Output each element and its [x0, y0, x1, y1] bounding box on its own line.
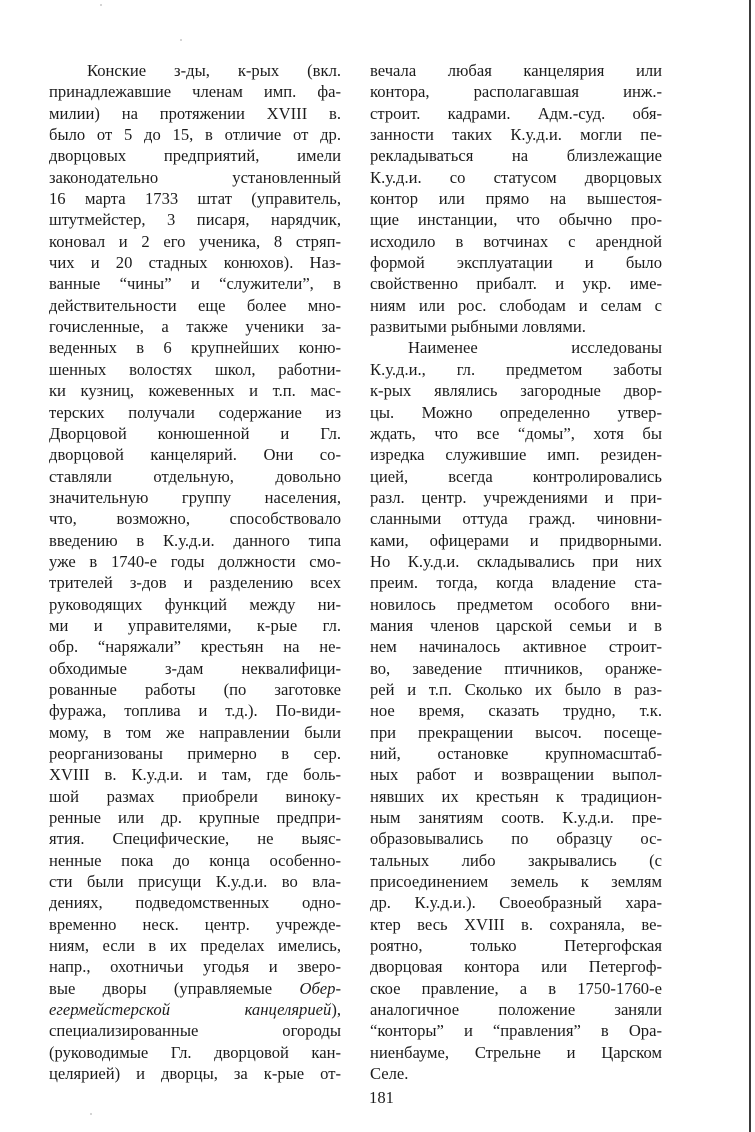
text-line: XVIII в. К.у.д.и. и там, где боль-	[49, 765, 341, 785]
text-line: присоединением земель к землям	[370, 872, 662, 892]
text-line: ниенбауме, Стрельне и Царском	[370, 1042, 662, 1062]
text-line: “конторы” и “правления” в Ора-	[370, 1021, 662, 1041]
text-line: рованные работы (по заготовке	[49, 679, 341, 699]
text-line: (руководимые Гл. дворцовой кан-	[49, 1042, 341, 1062]
text-line: законодательно установленный	[49, 167, 341, 187]
text-line: коновал и 2 его ученика, 8 стряп-	[49, 231, 341, 251]
text-line: новилось предметом особого вни-	[370, 594, 662, 614]
text-line: Конские з-ды, к-рых (вкл.	[87, 61, 341, 80]
text-line: занности таких К.у.д.и. могли пе-	[370, 125, 662, 145]
text-line: развитыми рыбными ловлями.	[370, 317, 586, 337]
text-line: цы. Можно определенно утвер-	[370, 402, 662, 422]
text-line: строит. кадрами. Адм.-суд. обя-	[370, 103, 662, 123]
text-line: дворцовая контора или Петергоф-	[370, 957, 662, 977]
text-line: действительности еще более мно-	[49, 295, 341, 315]
text-line: ки кузниц, кожевенных и т.п. мас-	[49, 381, 341, 401]
text-line: фуража, топлива и т.д.). По-види-	[49, 701, 341, 721]
text-line: вые дворы (управляемые Обер-	[49, 978, 341, 998]
text-line: исходило в вотчинах с арендной	[370, 231, 662, 251]
text-line: ванные “чины” и “служители”, в	[49, 274, 341, 294]
text-line: др. К.у.д.и.). Своеобразный хара-	[370, 893, 662, 913]
scan-speck	[90, 1113, 92, 1115]
text-line: к-рых являлись загородные двор-	[370, 381, 662, 401]
text-line: ное время, сказать трудно, т.к.	[370, 701, 662, 721]
text-line: нем начиналось активное строит-	[370, 637, 662, 657]
text-line: роятно, только Петергофская	[370, 936, 662, 956]
scan-speck	[100, 4, 102, 6]
text-line: рекладываться на близлежащие	[370, 146, 662, 166]
page-edge-line	[749, 0, 751, 1132]
text-line: образовывались по образцу ос-	[370, 829, 662, 849]
text-line: при прекращении высоч. посеще-	[370, 722, 662, 742]
left-text-column	[49, 60, 341, 1085]
text-line: контор или прямо на вышестоя-	[370, 189, 662, 209]
text-line: уже в 1740-е годы должности смо-	[49, 551, 341, 571]
text-line: вечала любая канцелярия или	[370, 61, 662, 80]
text-line: терских получали содержание из	[49, 402, 341, 422]
text-line: формой эксплуатации и было	[370, 253, 662, 273]
text-line: рей и т.п. Сколько их было в раз-	[370, 679, 662, 699]
text-line: ятия. Специфические, не выяс-	[49, 829, 341, 849]
text-line: ных работ и возвращении выпол-	[370, 765, 662, 785]
text-line: ренные или др. крупные предпри-	[49, 808, 341, 828]
text-line: принадлежавшие членам имп. фа-	[49, 82, 341, 102]
text-line: целярией) и дворцы, за к-рые от-	[49, 1064, 341, 1084]
text-line: дворцовых предприятий, имели	[49, 146, 341, 166]
text-line: свойственно прибалт. и укр. име-	[370, 274, 662, 294]
italic-text: егермейстерской канцелярией	[49, 1000, 332, 1020]
text-line: Дворцовой конюшенной и Гл.	[49, 423, 341, 443]
text-line: егермейстерской канцелярией),	[49, 1000, 341, 1020]
text-line: специализированные огороды	[49, 1021, 341, 1041]
text-line: дворцовой канцелярий. Они со-	[49, 445, 341, 465]
text-line: ставляли отдельную, довольно	[49, 466, 341, 486]
text-line: изредка служившие имп. резиден-	[370, 445, 662, 465]
text-line: щие инстанции, что обычно про-	[370, 210, 662, 230]
text-line: Но К.у.д.и. складывались при них	[370, 551, 662, 571]
text-line: было от 5 до 15, в отличие от др.	[49, 125, 341, 145]
text-line: милии) на протяжении XVIII в.	[49, 103, 341, 123]
text-line: ным занятиям соотв. К.у.д.и. пре-	[370, 808, 662, 828]
text-line: Наименее исследованы	[408, 338, 662, 358]
text-line: К.у.д.и. со статусом дворцовых	[370, 167, 662, 187]
text-line: ний, остановке крупномасштаб-	[370, 744, 662, 763]
right-text-column	[370, 60, 662, 1085]
text-line: напр., охотничьи угодья и зверо-	[49, 957, 341, 977]
text-line: Селе.	[370, 1064, 409, 1084]
text-line: штутмейстер, 3 писаря, нарядчик,	[49, 210, 341, 230]
text-line: разл. центр. учреждениями и при-	[370, 487, 662, 507]
text-line: руководящих функций между ни-	[49, 594, 341, 614]
text-line: ждать, что все “домы”, хотя бы	[370, 423, 662, 443]
italic-text: Обер-	[299, 978, 341, 998]
text-line: веденных в 6 крупнейших коню-	[49, 338, 341, 358]
text-line: ками, офицерами и придворными.	[370, 530, 662, 550]
text-line: аналогичное положение заняли	[370, 1000, 662, 1020]
text-line: ненные пока до конца особенно-	[49, 850, 341, 870]
text-line: мания членов царской семьи и в	[370, 615, 662, 635]
text-line: дениях, подведомственных одно-	[49, 893, 341, 913]
page-number: 181	[369, 1088, 394, 1107]
text-line: сланными оттуда гражд. чиновни-	[370, 509, 662, 529]
text-line: введению в К.у.д.и. данного типа	[49, 530, 341, 550]
text-line: К.у.д.и., гл. предметом заботы	[370, 359, 662, 379]
text-line: контора, располагавшая инж.-	[370, 82, 662, 102]
text-line: тальных либо закрывались (с	[370, 850, 662, 870]
text-line: мому, в том же направлении были	[49, 722, 341, 742]
text-line: нявших их крестьян к традицион-	[370, 786, 662, 806]
text-line: сти были присущи К.у.д.и. во вла-	[49, 872, 341, 892]
text-line: обр. “наряжали” крестьян на не-	[49, 637, 341, 657]
text-line: реорганизованы примерно в сер.	[49, 744, 341, 763]
text-line: временно неск. центр. учрежде-	[49, 914, 341, 934]
text-line: ниям, если в их пределах имелись,	[49, 936, 341, 956]
text-line: шенных волостях школ, работни-	[49, 359, 341, 379]
text-line: ми и управителями, к-рые гл.	[49, 615, 341, 635]
text-line: ское правление, а в 1750-1760-е	[370, 978, 662, 998]
text-line: трителей з-дов и разделению всех	[49, 573, 341, 593]
scan-speck	[180, 39, 182, 41]
text-line: 16 марта 1733 штат (управитель,	[49, 189, 341, 209]
text-line: значительную группу населения,	[49, 487, 341, 507]
text-line: преим. тогда, когда владение ста-	[370, 573, 662, 593]
text-line: шой размах приобрели виноку-	[49, 786, 341, 806]
text-line: что, возможно, способствовало	[49, 509, 341, 529]
text-line: ктер весь XVIII в. сохраняла, ве-	[370, 914, 662, 934]
text-line: во, заведение птичников, оранже-	[370, 658, 662, 678]
text-line: цией, всегда контролировались	[370, 466, 662, 486]
text-line: чих и 20 стадных конюхов). Наз-	[49, 253, 341, 273]
text-line: ниям или рос. слободам и селам с	[370, 295, 662, 315]
text-line: обходимые з-дам неквалифици-	[49, 658, 341, 678]
text-line: гочисленные, а также ученики за-	[49, 317, 341, 337]
